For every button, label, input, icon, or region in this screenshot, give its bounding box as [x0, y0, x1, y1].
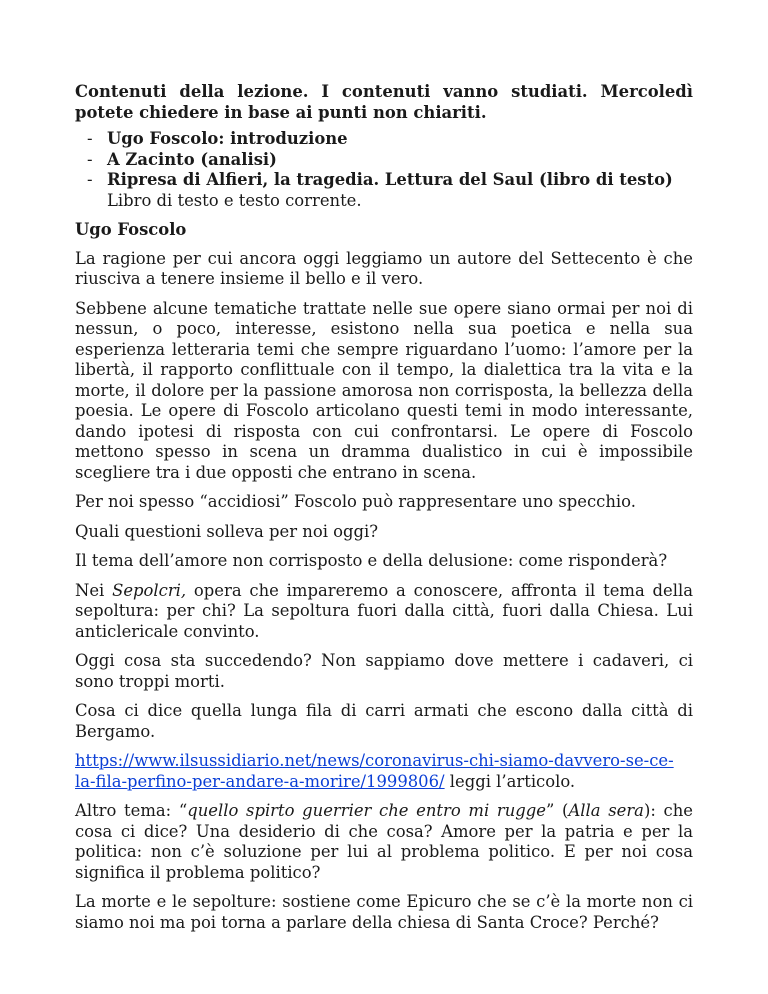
- text-run: Altro tema: “: [75, 801, 188, 820]
- italic-title: Alla sera: [568, 801, 644, 820]
- list-item: [75, 170, 693, 191]
- lesson-contents-list: [75, 129, 693, 191]
- paragraph-bergamo: Cosa ci dice quella lunga fila di carri armati che escono dalla città di Bergamo.: [75, 701, 693, 741]
- list-item-text: Ugo Foscolo: introduzione: [107, 129, 348, 148]
- text-run: opera che impareremo a conoscere, affronta il tema della sepoltura: per chi? La sepoltura fuori dalla città, fuori dalla Chiesa. Lui anticlericale convinto.: [75, 580, 693, 641]
- list-item: [75, 129, 693, 150]
- text-run: ): che cosa ci dice? Una desiderio di che cosa? Amore per la patria e per la politica: non c’è soluzione per lui al problema politico. E per noi cosa significa il problema politico?: [75, 801, 693, 882]
- paragraph-today: Oggi cosa sta succedendo? Non sappiamo dove mettere i cadaveri, ci sono troppi morti.: [75, 651, 693, 691]
- paragraph-sepolcri: [75, 581, 693, 643]
- paragraph-love-theme: Il tema dell’amore non corrisposto e della delusione: come risponderà?: [75, 551, 668, 570]
- paragraph-question: Quali questioni solleva per noi oggi?: [75, 521, 379, 541]
- lesson-heading: Contenuti della lezione. I contenuti vanno studiati. Mercoledì potete chiedere in base ai punti non chiariti.: [75, 82, 693, 122]
- list-item-text: Ripresa di Alfieri, la tragedia. Lettura del Saul (libro di testo): [107, 170, 673, 189]
- list-note: Libro di testo e testo corrente.: [107, 190, 362, 210]
- paragraph-alla-sera: [75, 801, 693, 883]
- italic-quote: quello spirto guerrier che entro mi rugge: [187, 801, 546, 820]
- text-run: leggi l’articolo.: [444, 771, 576, 791]
- paragraph-mirror: Per noi spesso “accidiosi” Foscolo può rappresentare uno specchio.: [75, 492, 636, 511]
- section-title: Ugo Foscolo: [75, 220, 187, 239]
- list-item: [75, 150, 693, 171]
- text-run: Nei: [75, 580, 113, 600]
- article-link[interactable]: https://www.ilsussidiario.net/news/coronavirus-chi-siamo-davvero-se-ce-la-fila-perfino-per-andare-a-morire/1999806/: [75, 751, 674, 791]
- document-body: [75, 82, 693, 942]
- paragraph-themes: Sebbene alcune tematiche trattate nelle sue opere siano ormai per noi di nessun, o poco, interesse, esistono nella sua poetica e nella sua esperienza letteraria temi che sempre riguardano l’uomo: l’amore per la libertà, il rapporto conflittuale con il tempo, la dialettica tra la vita e la morte, il dolore per la passione amorosa non corrisposta, la bellezza della poesia. Le opere di Foscolo articolano questi temi in modo interessante, dando ipotesi di risposta con cui confrontarsi. Le opere di Foscolo mettono spesso in scena un dramma dualistico in cui è impossibile scegliere tra i due opposti che entrano in scena.: [75, 298, 693, 482]
- paragraph-death: La morte e le sepolture: sostiene come Epicuro che se c’è la morte non ci siamo noi ma poi torna a parlare della chiesa di Santa Croce? Perché?: [75, 892, 693, 932]
- list-dash: -: [87, 129, 93, 148]
- list-dash: -: [87, 170, 93, 189]
- paragraph-intro: La ragione per cui ancora oggi leggiamo un autore del Settecento è che riusciva a tenere insieme il bello e il vero.: [75, 248, 693, 288]
- list-item-text: A Zacinto (analisi): [107, 149, 277, 169]
- list-dash: -: [87, 149, 93, 169]
- text-run: ” (: [545, 801, 569, 820]
- paragraph-article-link: [75, 751, 693, 792]
- italic-title: Sepolcri,: [112, 580, 187, 600]
